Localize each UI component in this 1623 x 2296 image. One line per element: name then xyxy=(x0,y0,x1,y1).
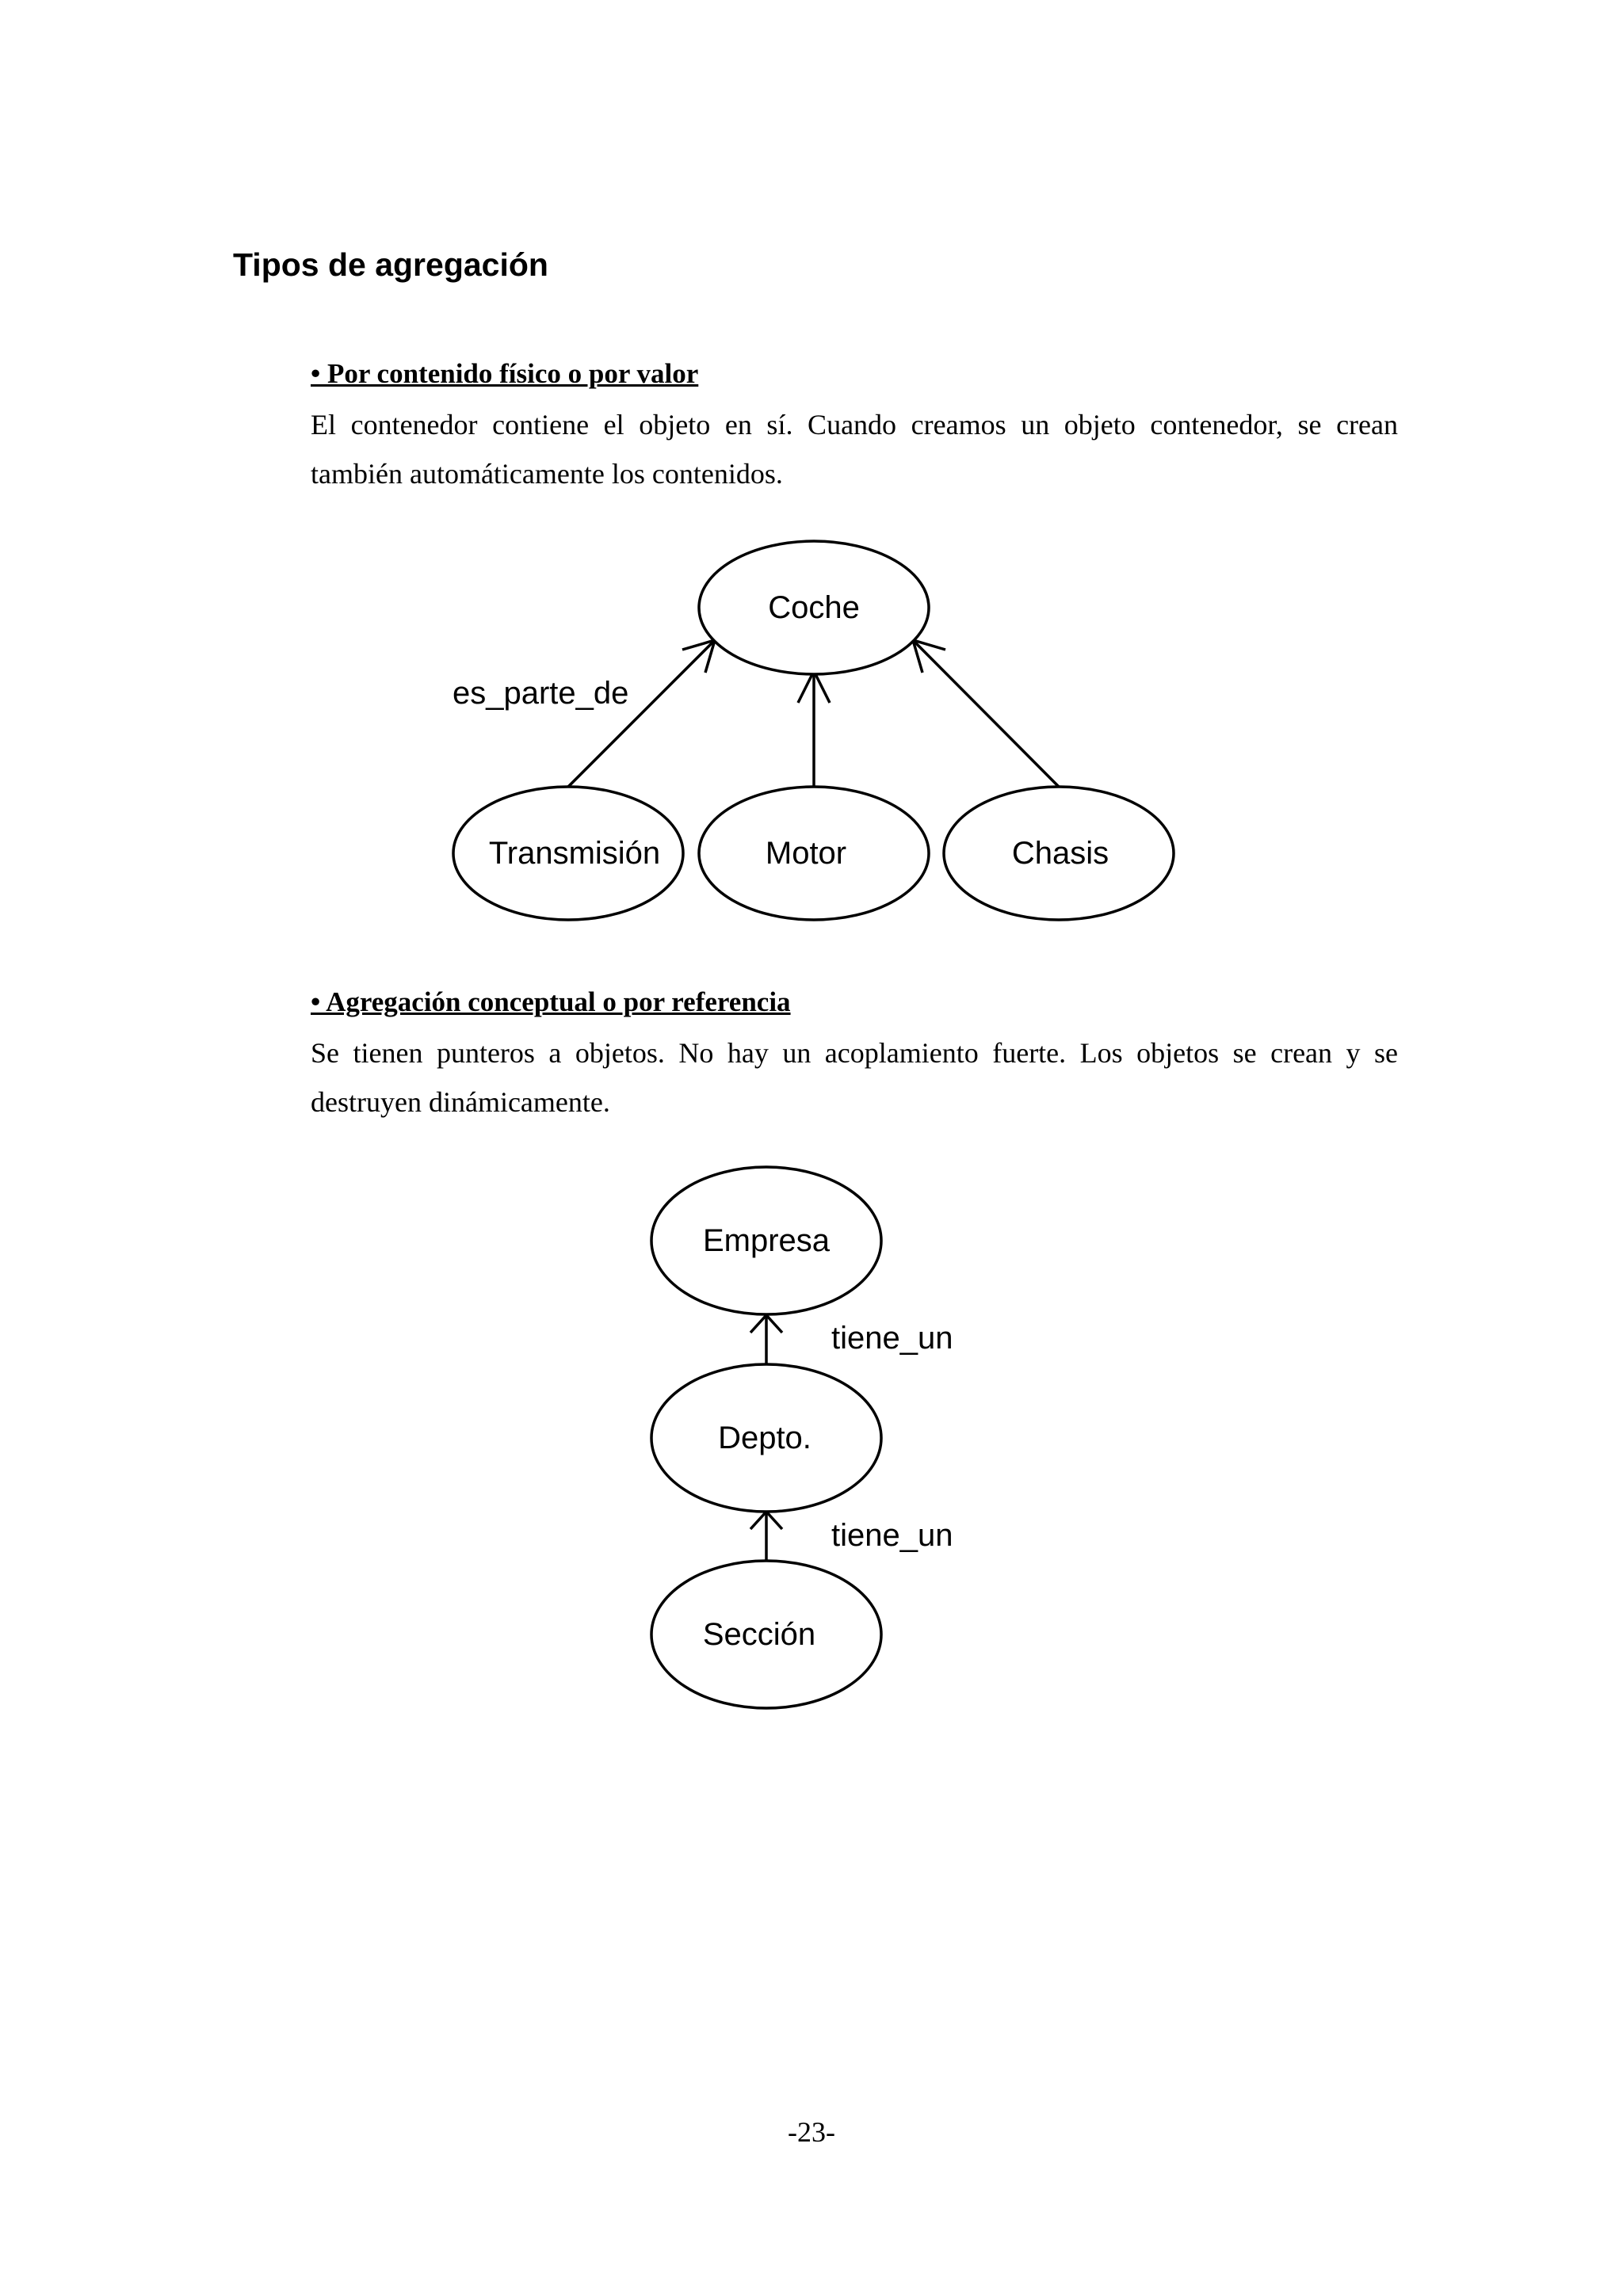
section-heading-physical: • Por contenido físico o por valor xyxy=(311,358,699,389)
section-heading-conceptual: • Agregación conceptual o por referencia xyxy=(311,986,791,1017)
node-motor-label: Motor xyxy=(765,836,847,871)
node-chasis-label: Chasis xyxy=(1011,836,1109,871)
diagram-physical-aggregation xyxy=(0,0,1623,951)
node-coche xyxy=(699,541,929,674)
edge-motor-coche xyxy=(798,671,830,787)
edge-label-es-parte-de: es_parte_de xyxy=(453,676,629,711)
edge-label-tiene-un-2: tiene_un xyxy=(831,1518,953,1553)
node-empresa xyxy=(651,1167,881,1314)
page-title: Tipos de agregación xyxy=(233,246,548,283)
diagram-conceptual-aggregation xyxy=(0,1109,1623,1743)
section-text-physical: El contenedor contiene el objeto en sí. Cuando creamos un objeto contenedor, se crean también automáticamente los contenidos. xyxy=(311,409,1398,490)
node-transmision-label: Transmisión xyxy=(488,836,661,871)
node-seccion-label: Sección xyxy=(702,1617,816,1652)
node-transmision xyxy=(453,787,683,920)
node-depto xyxy=(651,1364,881,1512)
node-coche-label: Coche xyxy=(768,590,860,625)
edge-chasis-coche xyxy=(913,640,1059,787)
edge-depto-empresa xyxy=(750,1315,782,1364)
edge-seccion-depto xyxy=(750,1512,782,1561)
node-empresa-label: Empresa xyxy=(702,1223,831,1258)
node-chasis xyxy=(944,787,1174,920)
page-number: -23- xyxy=(788,2116,835,2148)
node-motor xyxy=(699,787,929,920)
edge-transmision-coche xyxy=(568,640,715,787)
node-seccion xyxy=(651,1561,881,1708)
edge-label-tiene-un-1: tiene_un xyxy=(831,1321,953,1356)
node-depto-label: Depto. xyxy=(718,1421,812,1455)
section-text-conceptual: Se tienen punteros a objetos. No hay un acoplamiento fuerte. Los objetos se crean y se destruyen dinámicamente. xyxy=(311,1037,1398,1118)
